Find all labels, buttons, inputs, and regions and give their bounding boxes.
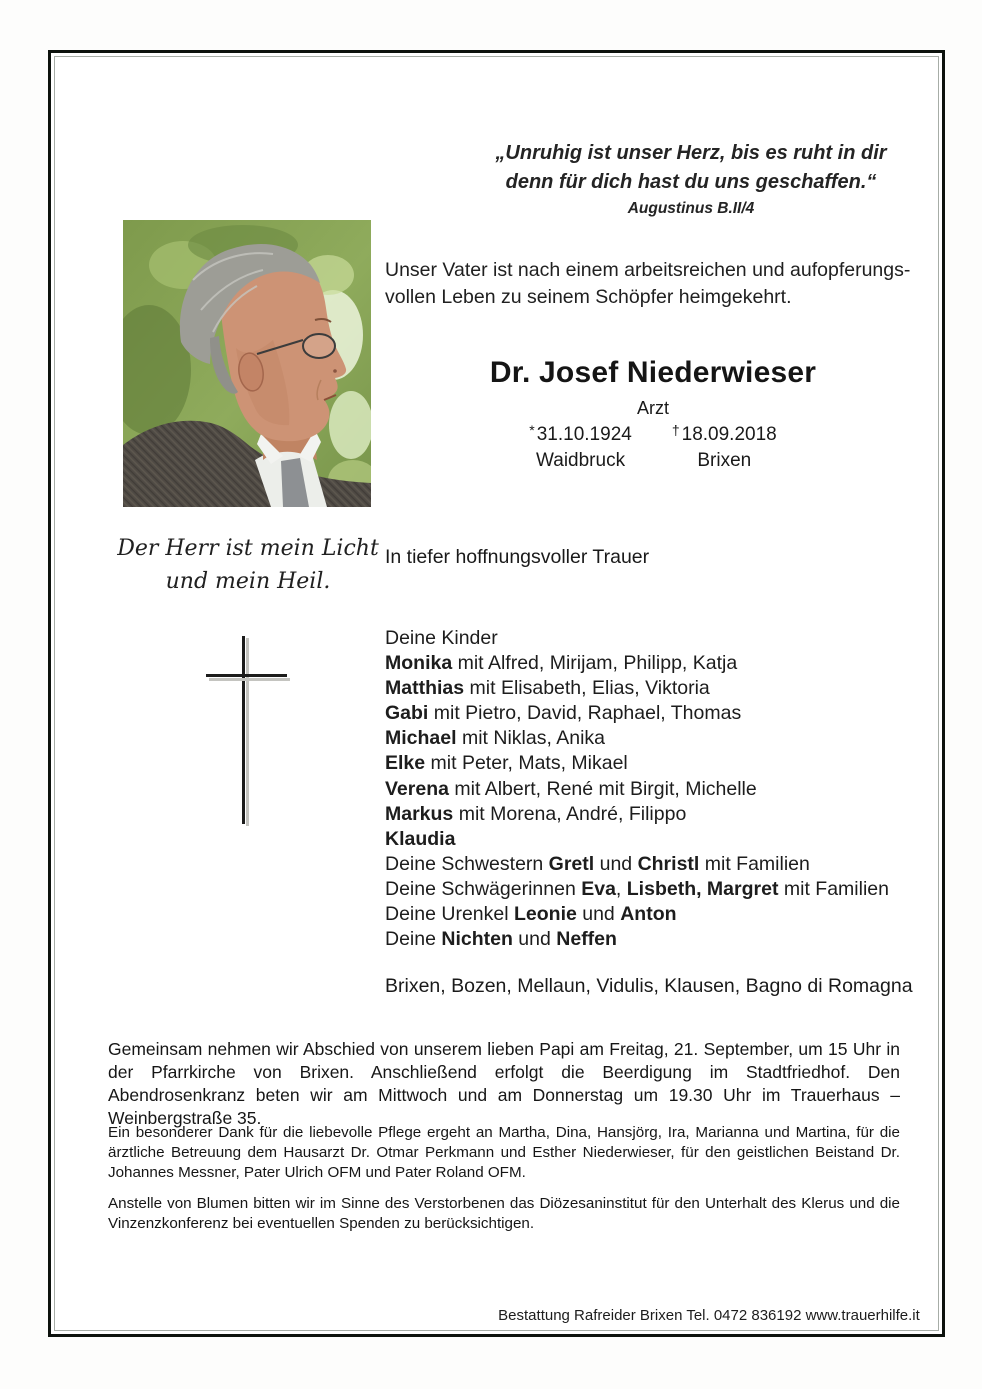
birth-symbol: * (529, 422, 535, 438)
birth-place: Waidbruck (536, 450, 626, 471)
thanks-paragraph: Ein besonderer Dank für die liebevolle Pflege ergeht an Martha, Dina, Hansjörg, Ira, Marianna und Martina, für die ärztliche Betreuung dem Hausarzt Dr. Otmar Perkmann und Esther Niederwieser, für den geistlichen Beistand Dr. Johannes Messner, Pater Ulrich OFM und Pater Roland OFM. (108, 1124, 900, 1181)
family-line: Elke mit Peter, Mats, Mikael (385, 752, 628, 775)
family-line: Markus mit Morena, André, Filippo (385, 802, 687, 825)
donation-paragraph: Anstelle von Blumen bitten wir im Sinne des Verstorbenen das Diözesaninstitut für den Unterhalt des Klerus und die Vinzenzkonferenz bei eventuellen Spenden zu berücksichtigen. (108, 1195, 900, 1232)
psalm-line-1: Der Herr ist mein Licht (117, 536, 379, 561)
memorial-cross-icon (242, 636, 245, 824)
psalm-verse (93, 532, 403, 598)
death-date: 18.09.2018 (681, 424, 777, 445)
death-column (672, 424, 777, 472)
family-line: Verena mit Albert, René mit Birgit, Michelle (385, 777, 757, 800)
deceased-name: Dr. Josef Niederwieser (489, 356, 817, 389)
family-line: Monika mit Alfred, Mirijam, Philipp, Katja (385, 652, 738, 675)
intro-text (385, 257, 945, 311)
family-list (385, 626, 955, 952)
funeral-announcement: Gemeinsam nehmen wir Abschied von unserem lieben Papi am Freitag, 21. September, um 15 Uhr in der Pfarrkirche von Brixen. Anschließend erfolgt die Beerdigung im Stadtfriedhof. Den Abendrosenkranz beten wir am Mittwoch und am Donnerstag um 19.30 Uhr im Trauerhaus – Weinbergstraße 35. (108, 1039, 900, 1128)
psalm-line-2: und mein Heil. (165, 569, 331, 594)
family-line: Gabi mit Pietro, David, Raphael, Thomas (385, 702, 742, 725)
death-place: Brixen (697, 450, 752, 471)
memorial-card (48, 50, 945, 1337)
portrait-photo (123, 220, 371, 507)
family-line: Michael mit Niklas, Anika (385, 727, 605, 750)
quote-line-1: „Unruhig ist unser Herz, bis es ruht in dir (495, 142, 887, 164)
family-line: Deine Schwestern Gretl und Christl mit Familien (385, 852, 810, 875)
quote-attribution: Augustinus B.II/4 (627, 200, 755, 217)
family-line: Deine Kinder (385, 627, 498, 649)
memorial-cross-icon (206, 674, 287, 677)
quote-line-2: denn für dich hast du uns geschaffen.“ (505, 171, 877, 193)
family-line: Klaudia (385, 827, 456, 850)
mourning-intro: In tiefer hoffnungsvoller Trauer (385, 546, 650, 568)
family-line: Deine Urenkel Leonie und Anton (385, 903, 677, 926)
portrait-illustration (123, 220, 371, 507)
family-line: Deine Nichten und Neffen (385, 928, 617, 951)
family-line: Deine Schwägerinnen Eva, Lisbeth, Margret mit Familien (385, 877, 889, 900)
life-dates (393, 424, 913, 472)
deceased-profession: Arzt (636, 398, 669, 418)
birth-date: 31.10.1924 (536, 424, 632, 445)
death-symbol: † (671, 422, 680, 438)
places-line: Brixen, Bozen, Mellaun, Vidulis, Klausen, Bagno di Romagna (385, 975, 913, 997)
intro-line-1: Unser Vater ist nach einem arbeitsreichen und aufopferungs- (385, 259, 911, 281)
intro-line-2: vollen Leben zu seinem Schöpfer heimgekehrt. (385, 286, 792, 308)
quote-block (441, 139, 941, 221)
birth-column (529, 424, 632, 472)
deceased-block (393, 356, 913, 472)
family-line: Matthias mit Elisabeth, Elias, Viktoria (385, 677, 710, 700)
undertaker-footer: Bestattung Rafreider Brixen Tel. 0472 836192 www.trauerhilfe.it (498, 1307, 920, 1324)
